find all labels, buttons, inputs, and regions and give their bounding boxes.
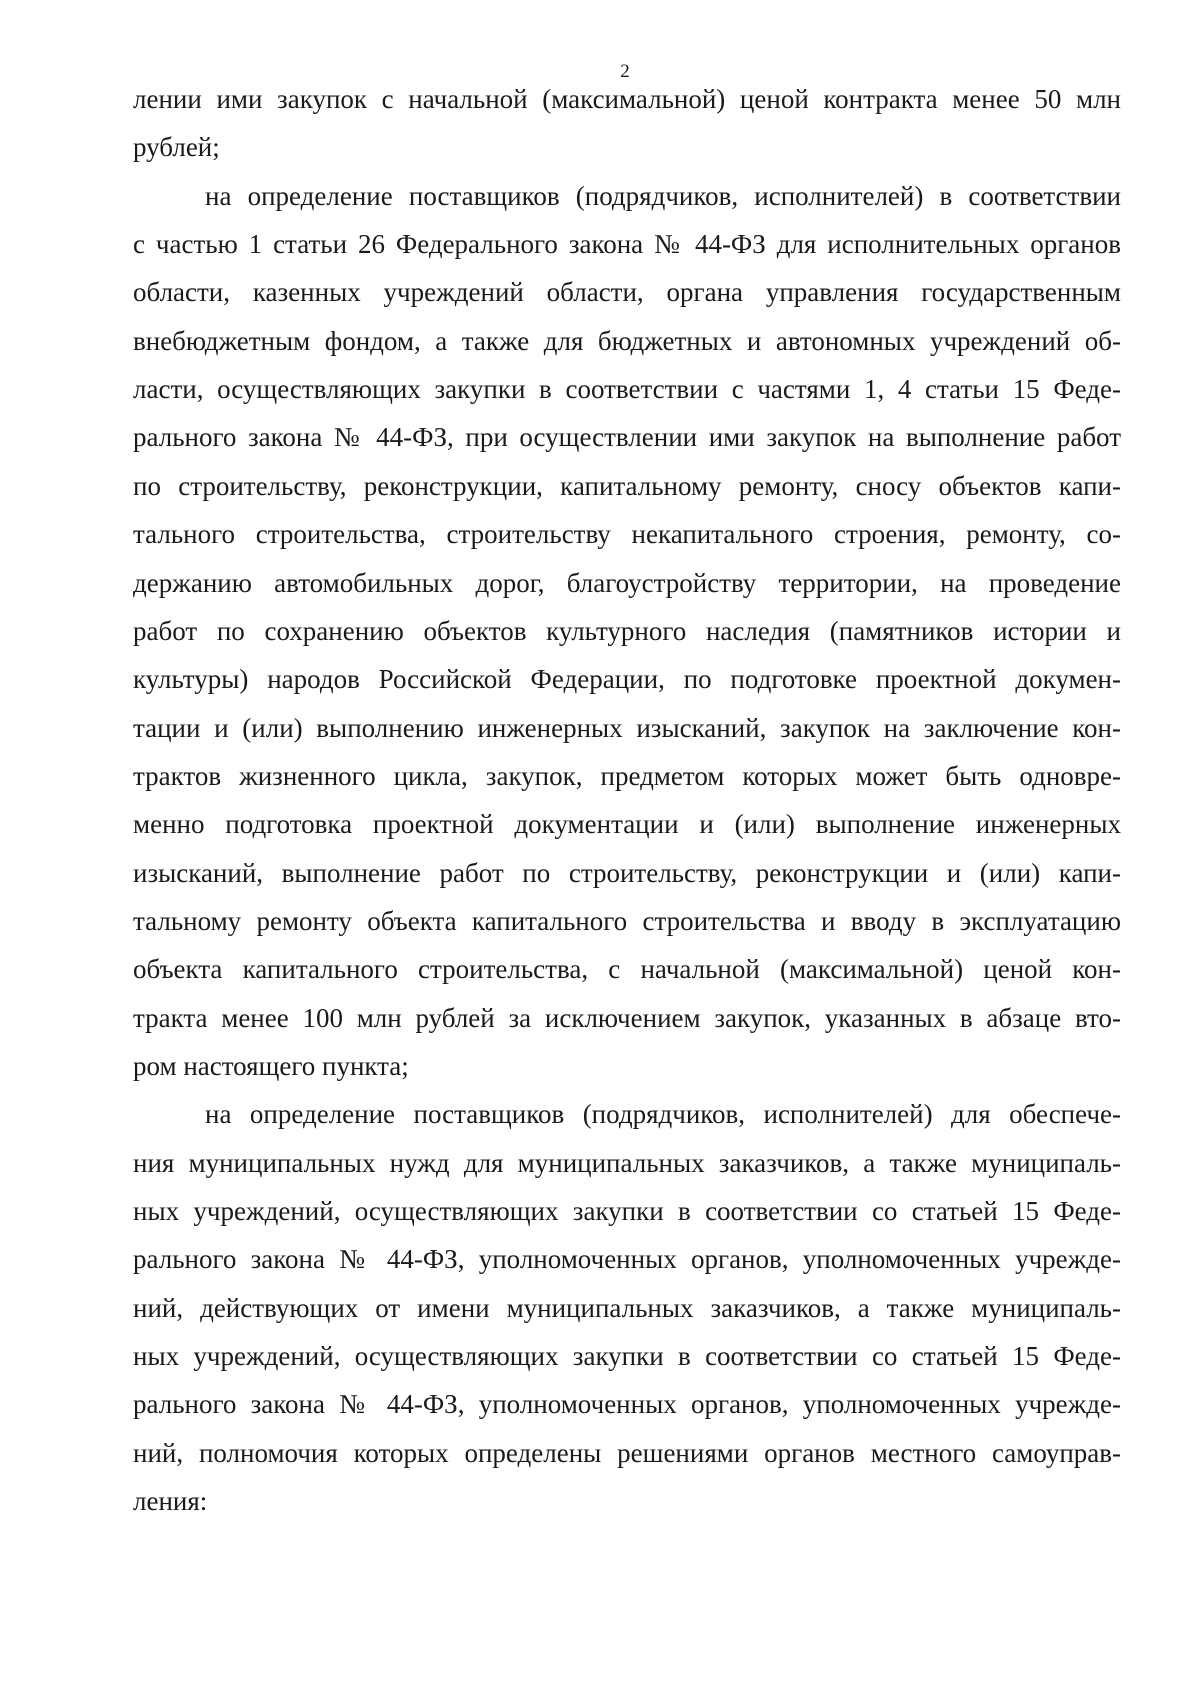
text-line: ний, полномочия которых определены решениями органов местного самоуправ-: [133, 1438, 1121, 1468]
text-line: на определение поставщиков (подрядчиков, исполнителей) в соответствии: [205, 181, 1121, 211]
text-line: ния муниципальных нужд для муниципальных заказчиков, а также муниципаль-: [133, 1148, 1121, 1178]
text-line: трактов жизненного цикла, закупок, предметом которых может быть одновре-: [133, 761, 1121, 791]
text-line: держанию автомобильных дорог, благоустройству территории, на проведение: [133, 568, 1121, 598]
text-line: с частью 1 статьи 26 Федерального закона № 44-ФЗ для исполнительных органов: [133, 229, 1121, 259]
text-line: области, казенных учреждений области, органа управления государственным: [133, 277, 1121, 307]
text-line: ласти, осуществляющих закупки в соответствии с частями 1, 4 статьи 15 Феде-: [133, 374, 1121, 404]
text-line: на определение поставщиков (подрядчиков, исполнителей) для обеспече-: [205, 1099, 1121, 1129]
text-line: лении ими закупок с начальной (максимальной) ценой контракта менее 50 млн: [133, 84, 1121, 114]
text-line: тального строительства, строительству некапитального строения, ремонту, со-: [133, 519, 1121, 549]
text-line: изысканий, выполнение работ по строительству, реконструкции и (или) капи-: [133, 858, 1121, 888]
text-line: по строительству, реконструкции, капитальному ремонту, сносу объектов капи-: [133, 471, 1121, 501]
text-line: работ по сохранению объектов культурного наследия (памятников истории и: [133, 616, 1121, 646]
text-line: рального закона № 44-ФЗ, при осуществлении ими закупок на выполнение работ: [133, 422, 1121, 452]
text-line: ных учреждений, осуществляющих закупки в соответствии со статьей 15 Феде-: [133, 1196, 1121, 1226]
text-line: рального закона № 44-ФЗ, уполномоченных органов, уполномоченных учрежде-: [133, 1389, 1121, 1419]
text-line: ром настоящего пункта;: [133, 1051, 409, 1081]
text-line: ний, действующих от имени муниципальных заказчиков, а также муниципаль-: [133, 1293, 1121, 1323]
text-line: тальному ремонту объекта капитального строительства и вводу в эксплуатацию: [133, 906, 1121, 936]
text-line: культуры) народов Российской Федерации, по подготовке проектной докумен-: [133, 664, 1121, 694]
text-line: рального закона № 44-ФЗ, уполномоченных органов, уполномоченных учрежде-: [133, 1244, 1121, 1274]
text-line: рублей;: [133, 132, 220, 162]
text-line: тации и (или) выполнению инженерных изысканий, закупок на заключение кон-: [133, 713, 1121, 743]
text-line: внебюджетным фондом, а также для бюджетных и автономных учреждений об-: [133, 326, 1121, 356]
text-line: ных учреждений, осуществляющих закупки в соответствии со статьей 15 Феде-: [133, 1341, 1121, 1371]
page-number: 2: [620, 61, 630, 82]
text-line: ления:: [133, 1486, 208, 1516]
text-line: тракта менее 100 млн рублей за исключением закупок, указанных в абзаце вто-: [133, 1003, 1121, 1033]
text-line: менно подготовка проектной документации и (или) выполнение инженерных: [133, 809, 1121, 839]
text-line: объекта капитального строительства, с начальной (максимальной) ценой кон-: [133, 954, 1121, 984]
